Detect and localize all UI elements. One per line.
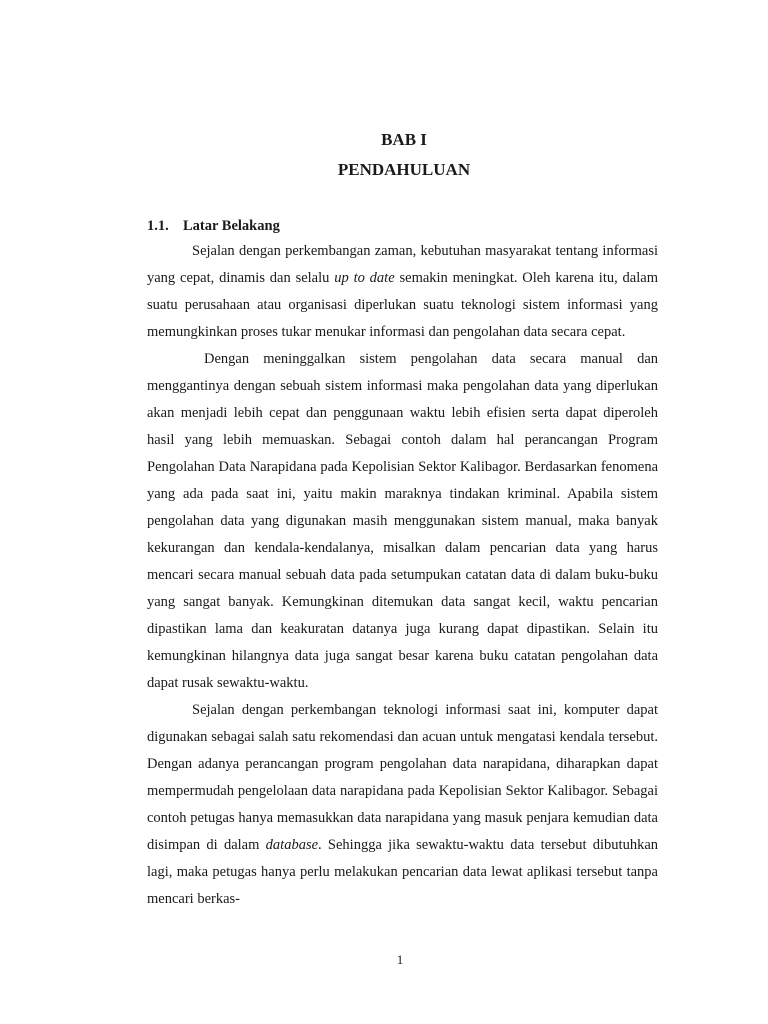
paragraph-3 <box>147 697 658 913</box>
chapter-number: BAB I <box>381 130 427 149</box>
paragraph-2: Dengan meninggalkan sistem pengolahan data secara manual dan menggantinya dengan sebuah sistem informasi maka pengolahan data yang diperlukan akan menjadi lebih cepat dan penggunaan waktu lebih efisien serta dapat diperoleh hasil yang lebih memuaskan. Sebagai contoh dalam hal perancangan Program Pengolahan Data Narapidana pada Kepolisian Sektor Kalibagor. Berdasarkan fenomena yang ada pada saat ini, yaitu makin maraknya tindakan kriminal. Apabila sistem pengolahan data yang digunakan masih menggunakan sistem manual, maka banyak kekurangan dan kendala-kendalanya, misalkan dalam pencarian data yang harus mencari secara manual sebuah data pada setumpukan catatan data di dalam buku-buku yang sangat banyak. Kemungkinan ditemukan data sangat kecil, waktu pencarian dipastikan lama dan keakuratan datanya juga kurang dapat dipastikan. Selain itu kemungkinan hilangnya data juga sangat besar karena buku catatan pengolahan data dapat rusak sewaktu-waktu. <box>147 351 658 691</box>
section-title: Latar Belakang <box>183 218 280 234</box>
section-number: 1.1. <box>147 218 169 234</box>
paragraph-3-emphasis: database <box>265 837 319 853</box>
paragraph-1 <box>147 238 658 346</box>
chapter-title: PENDAHULUAN <box>337 160 471 179</box>
section-heading <box>147 216 280 236</box>
body-text <box>147 238 658 913</box>
paragraph-1-text-before: Sejalan dengan perkembangan zaman, kebutuhan masyarakat tentang informasi yang cepat, dinamis dan selalu <box>147 243 658 286</box>
page-number: 1 <box>396 952 404 967</box>
paragraph-1-text-after: semakin meningkat. Oleh karena itu, dalam suatu perusahaan atau organisasi diperlukan suatu teknologi sistem informasi yang memungkinkan proses tukar menukar informasi dan pengolahan data secara cepat. <box>147 270 658 340</box>
paragraph-3-text-after: . Sehingga jika sewaktu-waktu data tersebut dibutuhkan lagi, maka petugas hanya perlu melakukan pencarian data lewat aplikasi tersebut tanpa mencari berkas- <box>147 837 659 907</box>
paragraph-3-text-before: Sejalan dengan perkembangan teknologi informasi saat ini, komputer dapat digunakan sebagai salah satu rekomendasi dan acuan untuk mengatasi kendala tersebut. Dengan adanya perancangan program pengolahan data narapidana, diharapkan dapat mempermudah pengelolaan data narapidana pada Kepolisian Sektor Kalibagor. Sebagai contoh petugas hanya memasukkan data narapidana yang masuk penjara kemudian data disimpan di dalam <box>147 702 658 853</box>
paragraph-1-emphasis: up to date <box>334 270 395 286</box>
